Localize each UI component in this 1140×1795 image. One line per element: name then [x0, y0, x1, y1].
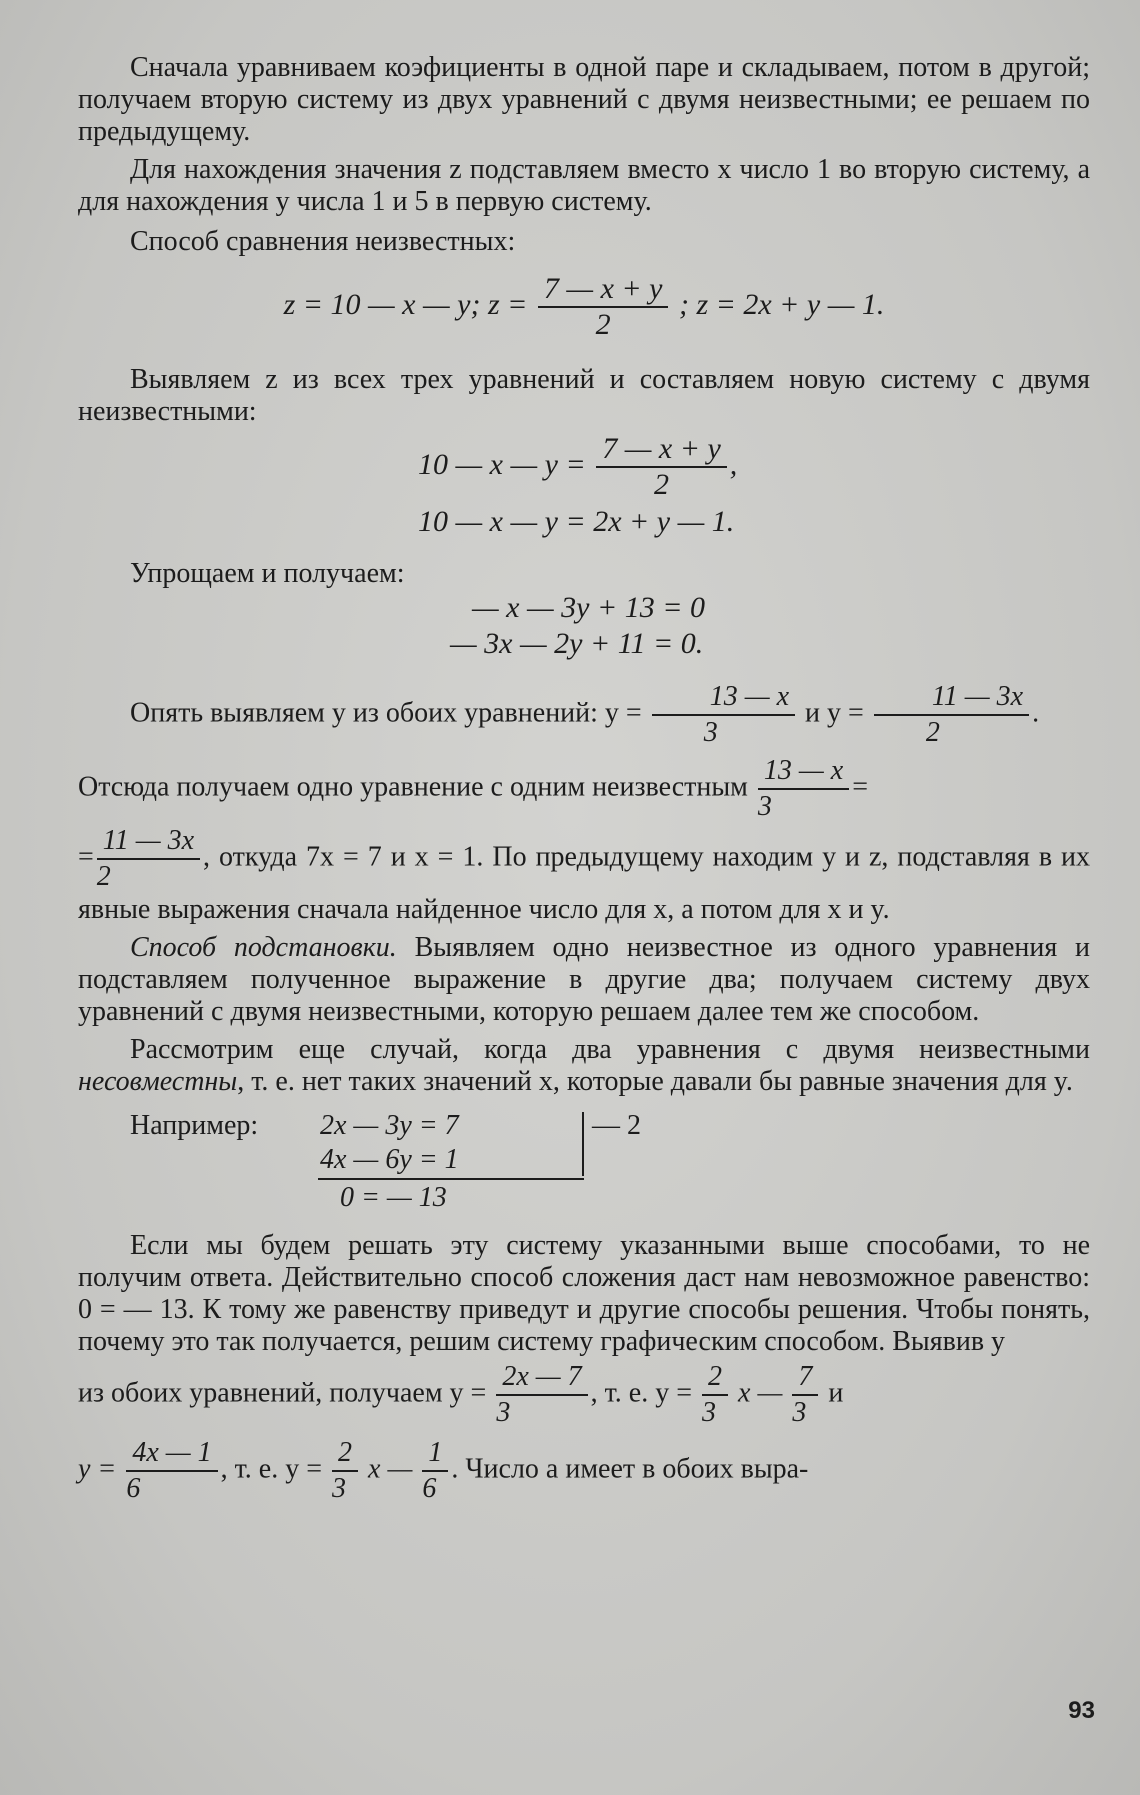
fraction — [97, 824, 200, 894]
denominator: 2 — [654, 468, 670, 501]
system-1-line-1-left: 10 — x — y = — [418, 447, 586, 481]
p6-end: . — [1032, 697, 1040, 729]
paragraph-11 — [78, 1360, 1090, 1430]
fraction — [332, 1436, 358, 1506]
denominator: 3 — [496, 1397, 511, 1428]
example-result: 0 = — 13 — [340, 1182, 447, 1213]
numerator: 2 — [702, 1360, 728, 1396]
p8-rest: Выявляем одно неизвестное из одного уравнения и подставляем полученное выражение в другие два; получаем систему двух уравнений с двумя неизвестными, которую решаем далее тем же способом. — [78, 932, 1090, 1027]
p11-d: и — [828, 1377, 844, 1409]
paragraph-1: Сначала уравниваем коэфициенты в одной паре и складываем, потом в другой; получаем вторую систему из двух уравнений с двумя неизвестными; ее решаем по предыдущему. — [78, 52, 1090, 147]
comma: , — [729, 447, 738, 481]
paragraph-7 — [78, 754, 1090, 926]
system-2-line-2: — 3x — 2y + 11 = 0. — [450, 627, 704, 660]
numerator: 7 — x + y — [538, 272, 669, 308]
example-equation-2: 4x — 6y = 1 — [320, 1144, 459, 1175]
denominator: 3 — [757, 791, 772, 822]
p12-b: , т. е. y = — [220, 1453, 323, 1485]
equals-sign: = — [78, 841, 94, 873]
fraction — [126, 1436, 217, 1506]
vertical-bar — [582, 1112, 584, 1176]
example-block — [130, 1110, 1090, 1213]
p12-a: y = — [78, 1453, 117, 1485]
paragraph-4: Выявляем z из всех трех уравнений и составляем новую систему с двумя неизвестными: — [78, 364, 1090, 427]
fraction — [702, 1360, 728, 1430]
paragraph-3: Способ сравнения неизвестных: — [130, 226, 516, 257]
system-2 — [450, 590, 1090, 662]
denominator: 3 — [332, 1473, 347, 1504]
fraction — [496, 1360, 587, 1430]
fraction — [422, 1436, 448, 1506]
denominator: 6 — [126, 1473, 141, 1504]
numerator: 7 — x + y — [596, 432, 727, 468]
p7-text: Отсюда получаем одно уравнение с одним неизвестным — [78, 771, 748, 803]
numerator: 4x — 1 — [126, 1436, 217, 1472]
denominator: 3 — [702, 1397, 717, 1428]
p6-mid: и y = — [805, 697, 864, 729]
numerator: 11 — 3x — [97, 824, 200, 860]
denominator: 6 — [422, 1473, 437, 1504]
system-1-line-1 — [418, 432, 1090, 502]
paragraph-6 — [78, 680, 1090, 750]
paragraph-8 — [78, 932, 1090, 1028]
page-number: 93 — [1068, 1697, 1095, 1724]
denominator: 3 — [792, 1397, 807, 1428]
p11-c: x — — [738, 1377, 783, 1409]
paragraph-9 — [78, 1034, 1090, 1098]
italic-term: несовместны — [78, 1066, 238, 1097]
fraction — [758, 754, 849, 824]
denominator: 3 — [703, 717, 718, 748]
fraction — [652, 680, 795, 750]
fraction — [874, 680, 1029, 750]
equation-1-right: ; z = 2x + y — 1. — [678, 287, 885, 321]
numerator: 13 — x — [652, 680, 795, 716]
p7-rest: , откуда 7x = 7 и x = 1. По предыдущему находим y и z, подставляя в их явные выражения сначала найденное число для x, а потом для x и y. — [78, 841, 1090, 925]
numerator: 11 — 3x — [874, 680, 1029, 716]
paragraph-10: Если мы будем решать эту систему указанными выше способами, то не получим ответа. Действительно способ сложения даст нам невозможное равенство: 0 = — 13. К тому же равенству приведут и другие способы решения. Чтобы понять, почему это так получается, решим систему графическим способом. Выявив y — [78, 1230, 1090, 1357]
paragraph-5: Упрощаем и получаем: — [130, 558, 405, 589]
equation-1 — [78, 272, 1090, 342]
denominator: 2 — [96, 861, 111, 892]
equals-sign: = — [852, 771, 869, 803]
multiplier: — 2 — [592, 1110, 641, 1141]
system-1-line-2: 10 — x — y = 2x + y — 1. — [418, 505, 735, 538]
p12-d: . Число a имеет в обоих выра- — [451, 1453, 809, 1485]
fraction — [792, 1360, 818, 1430]
italic-lead: Способ подстановки. — [130, 932, 397, 963]
system-1 — [418, 432, 1090, 542]
sum-line — [318, 1178, 584, 1180]
p9-a: Рассмотрим еще случай, когда два уравнения с двумя неизвестными — [130, 1034, 1090, 1065]
numerator: 2x — 7 — [496, 1360, 587, 1396]
example-label: Например: — [130, 1110, 259, 1141]
fraction — [596, 432, 727, 502]
numerator: 13 — x — [758, 754, 849, 790]
fraction — [538, 272, 669, 342]
denominator: 2 — [595, 308, 611, 341]
system-2-line-1: — x — 3y + 13 = 0 — [472, 591, 705, 624]
p9-c: , т. е. нет таких значений x, которые давали бы равные значения для y. — [237, 1066, 1073, 1097]
p11-a: из обоих уравнений, получаем y = — [78, 1377, 487, 1409]
example-equation-1: 2x — 3y = 7 — [320, 1110, 459, 1141]
denominator: 2 — [925, 717, 940, 748]
equation-1-left: z = 10 — x — y; z = — [283, 287, 528, 321]
numerator: 1 — [422, 1436, 448, 1472]
paragraph-2: Для нахождения значения z подставляем вместо x число 1 во вторую систему, а для нахождения y числа 1 и 5 в первую систему. — [78, 154, 1090, 217]
numerator: 7 — [792, 1360, 818, 1396]
numerator: 2 — [332, 1436, 358, 1472]
page-content — [78, 52, 1090, 1506]
p11-b: , т. е. y = — [590, 1377, 693, 1409]
p12-c: x — — [368, 1453, 413, 1485]
paragraph-12 — [78, 1436, 1090, 1506]
p6-text: Опять выявляем y из обоих уравнений: y = — [130, 697, 642, 729]
